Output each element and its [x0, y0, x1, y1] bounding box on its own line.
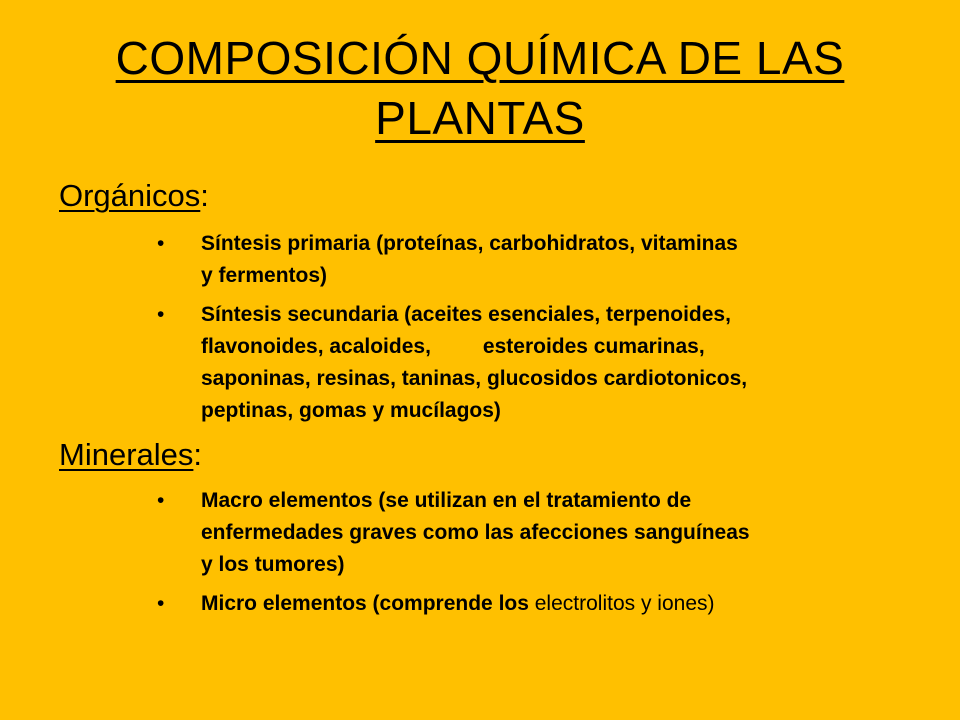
item-line: y fermentos): [201, 264, 328, 287]
heading-minerales: [59, 437, 202, 473]
item-line: enfermedades graves como las afecciones sanguíneas: [201, 521, 750, 544]
list-minerales: [0, 485, 960, 620]
bullet-icon: •: [157, 489, 165, 512]
item-line: saponinas, resinas, taninas, glucosidos cardiotonicos,: [201, 367, 748, 390]
list-organicos: [0, 228, 960, 427]
item-line: y los tumores): [201, 553, 345, 576]
item-line: Síntesis secundaria (aceites esenciales, terpenoides,: [201, 303, 731, 326]
list-item-macro-elementos: [0, 485, 911, 581]
list-item-micro-elementos: [0, 588, 911, 620]
item-line: flavonoides, acaloides,: [201, 335, 431, 358]
title-line-1: COMPOSICIÓN QUÍMICA DE LAS: [115, 32, 845, 84]
item-line: Macro elementos (se utilizan en el tratamiento de: [201, 489, 692, 512]
slide-title: [0, 28, 960, 148]
list-item-sintesis-secundaria: [0, 299, 911, 427]
item-line: Síntesis primaria (proteínas, carbohidratos, vitaminas: [201, 232, 738, 255]
heading-minerales-label: Minerales: [59, 437, 194, 472]
heading-organicos: [59, 178, 209, 214]
bullet-icon: •: [157, 303, 165, 326]
title-line-2: PLANTAS: [375, 92, 585, 144]
item-text-bold: Micro elementos (comprende los: [201, 592, 535, 615]
bullet-icon: •: [157, 592, 165, 615]
bullet-icon: •: [157, 232, 165, 255]
heading-minerales-colon: :: [193, 437, 203, 472]
item-line: peptinas, gomas y mucílagos): [201, 399, 501, 422]
heading-organicos-label: Orgánicos: [59, 178, 201, 213]
item-line: esteroides cumarinas,: [482, 335, 705, 358]
item-text-normal: electrolitos y iones): [534, 592, 715, 615]
heading-organicos-colon: :: [200, 178, 209, 213]
list-item-sintesis-primaria: [0, 228, 911, 292]
